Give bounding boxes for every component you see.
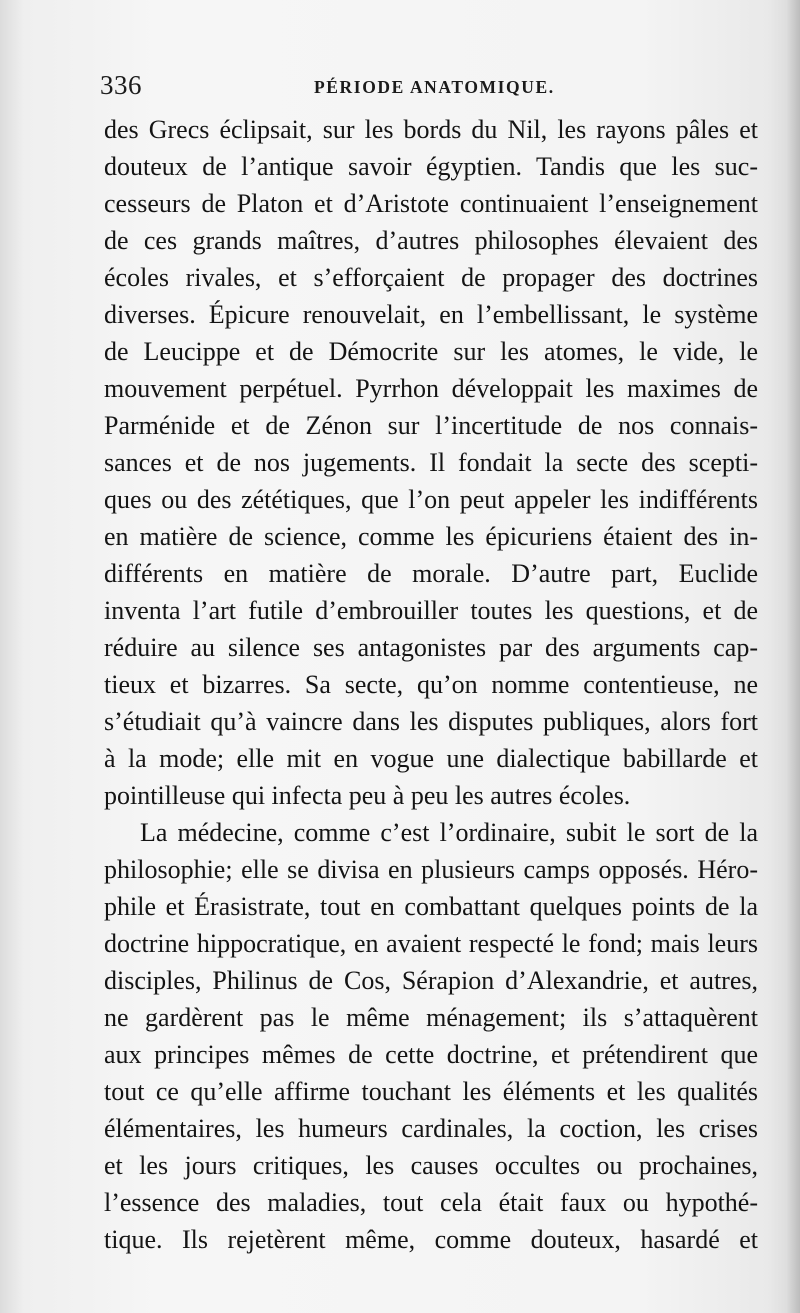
text-line: doctrine hippocratique, en avaient respecté le fond; mais leurs — [104, 929, 758, 958]
text-line: en matière de science, comme les épicuriens étaient des in- — [104, 522, 758, 551]
text-line: tout ce qu’elle affirme touchant les éléments et les qualités — [104, 1077, 758, 1106]
text-line: pointilleuse qui infecta peu à peu les autres écoles. — [104, 781, 631, 810]
text-line: Parménide et de Zénon sur l’incertitude de nos connais- — [104, 411, 758, 440]
text-line: de Leucippe et de Démocrite sur les atomes, le vide, le — [104, 337, 758, 366]
text-line: phile et Érasistrate, tout en combattant quelques points de la — [104, 892, 758, 921]
text-line: sances et de nos jugements. Il fondait la secte des scepti- — [104, 448, 758, 477]
text-line: de ces grands maîtres, d’autres philosophes élevaient des — [104, 226, 758, 255]
text-line: aux principes mêmes de cette doctrine, et prétendirent que — [104, 1040, 758, 1069]
text-line: diverses. Épicure renouvelait, en l’embellissant, le système — [104, 300, 758, 329]
text-line: ne gardèrent pas le même ménagement; ils s’attaquèrent — [104, 1003, 758, 1032]
text-line: s’étudiait qu’à vaincre dans les disputes publiques, alors fort — [104, 707, 758, 736]
text-line: La médecine, comme c’est l’ordinaire, subit le sort de la — [140, 818, 758, 847]
running-title: PÉRIODE ANATOMIQUE. — [314, 77, 555, 97]
running-header — [0, 66, 800, 106]
text-line: tieux et bizarres. Sa secte, qu’on nomme contentieuse, ne — [104, 670, 758, 699]
text-line: l’essence des maladies, tout cela était faux ou hypothé- — [104, 1188, 758, 1217]
text-line: et les jours critiques, les causes occultes ou prochaines, — [104, 1151, 758, 1180]
text-line: élémentaires, les humeurs cardinales, la coction, les crises — [104, 1114, 758, 1143]
text-line: douteux de l’antique savoir égyptien. Tandis que les suc- — [104, 152, 758, 181]
page-number: 336 — [100, 70, 142, 100]
text-line: des Grecs éclipsait, sur les bords du Nil, les rayons pâles et — [104, 115, 758, 144]
text-line: inventa l’art futile d’embrouiller toutes les questions, et de — [104, 596, 758, 625]
text-line: tique. Ils rejetèrent même, comme douteux, hasardé et — [104, 1225, 758, 1254]
text-line: mouvement perpétuel. Pyrrhon développait les maximes de — [104, 374, 758, 403]
text-line: écoles rivales, et s’efforçaient de propager des doctrines — [104, 263, 758, 292]
text-line: ques ou des zététiques, que l’on peut appeler les indifférents — [104, 485, 758, 514]
text-line: différents en matière de morale. D’autre part, Euclide — [104, 559, 758, 588]
text-line: réduire au silence ses antagonistes par des arguments cap- — [104, 633, 758, 662]
text-line: philosophie; elle se divisa en plusieurs camps opposés. Héro- — [104, 855, 758, 884]
page-edge-shadow — [786, 0, 800, 1313]
text-line: cesseurs de Platon et d’Aristote continuaient l’enseignement — [104, 189, 758, 218]
text-line: à la mode; elle mit en vogue une dialectique babillarde et — [104, 744, 758, 773]
text-line: disciples, Philinus de Cos, Sérapion d’Alexandrie, et autres, — [104, 966, 758, 995]
